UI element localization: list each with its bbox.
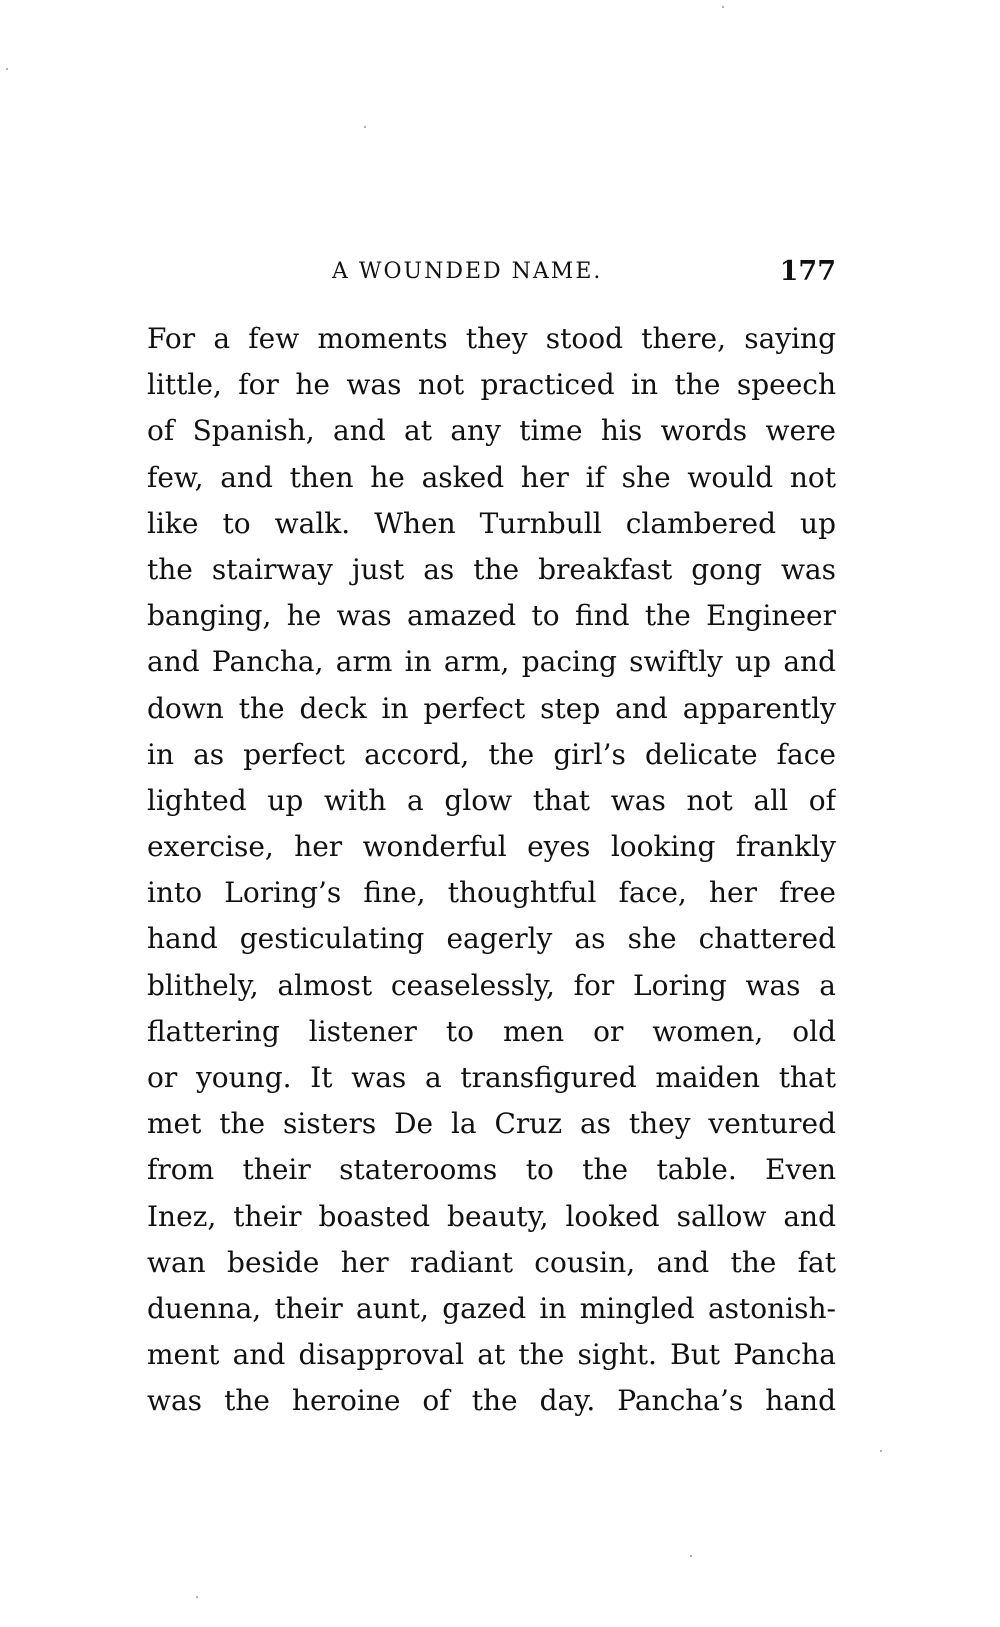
text-line: lighted up with a glow that was not all of [147,783,836,817]
text-line: exercise, her wonderful eyes looking frankly [147,830,836,864]
running-head [147,256,836,288]
scan-speck [196,1596,198,1598]
text-line: or young. It was a transfigured maiden that [147,1061,836,1094]
text-line: blithely, almost ceaselessly, for Loring was a [147,968,836,1002]
text-line: banging, he was amazed to find the Engineer [147,599,836,633]
text-line: Inez, their boasted beauty, looked sallow and [147,1199,836,1233]
text-line: from their staterooms to the table. Even [147,1153,836,1187]
scan-speck [880,1450,882,1452]
page-number: 177 [779,256,836,287]
scan-speck [722,6,724,8]
text-line: met the sisters De la Cruz as they ventured [147,1107,836,1141]
text-line: For a few moments they stood there, saying [147,322,836,355]
scan-speck [6,68,8,70]
text-line: few, and then he asked her if she would not [147,460,836,494]
text-line: hand gesticulating eagerly as she chattered [147,922,836,956]
body-text [147,316,836,1425]
text-line: was the heroine of the day. Pancha’s hand [147,1384,836,1418]
text-line: ment and disapproval at the sight. But Pancha [147,1338,836,1372]
text-line: and Pancha, arm in arm, pacing swiftly up and [147,645,836,679]
text-line: like to walk. When Turnbull clambered up [147,506,836,540]
text-line: down the deck in perfect step and apparently [147,691,836,725]
scan-speck [690,1555,692,1557]
running-title: A WOUNDED NAME. [332,259,603,284]
text-line: wan beside her radiant cousin, and the fat [147,1245,836,1279]
text-line: little, for he was not practiced in the speech [147,368,836,402]
text-line: duenna, their aunt, gazed in mingled astonish- [147,1291,836,1325]
text-line: in as perfect accord, the girl’s delicate face [147,737,836,771]
text-line: the stairway just as the breakfast gong was [147,552,836,586]
text-line: flattering listener to men or women, old [147,1014,836,1048]
text-line: of Spanish, and at any time his words were [147,414,836,448]
text-line: into Loring’s fine, thoughtful face, her free [147,876,836,910]
scan-speck [364,126,366,128]
